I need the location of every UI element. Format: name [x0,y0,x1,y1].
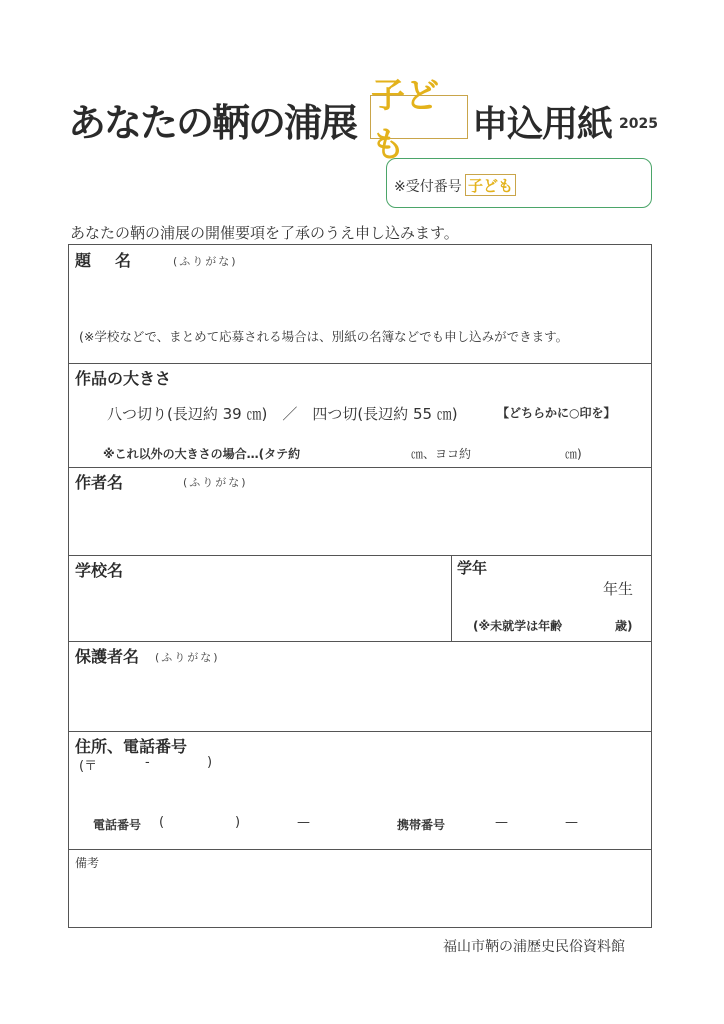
guardian-label: 保護者名 [75,647,140,666]
mobile-label: 携帯番号 [397,818,446,832]
postal-open: (〒 [79,759,98,774]
intro-text: あなたの鞆の浦展の開催要項を了承のうえ申し込みます。 [70,224,459,242]
postal-dash: - [145,755,150,770]
application-form [68,244,652,928]
size-other-cm1: ㎝、ヨコ約 [411,447,472,461]
title-input-area[interactable] [73,271,647,319]
divider [69,641,651,642]
author-furigana: (ふりがな) [183,476,248,489]
size-options[interactable]: 八つ切り(長辺約 39 ㎝) ／ 四つ切(長辺約 55 ㎝) [107,405,458,423]
title-note: (※学校などで、まとめて応募される場合は、別紙の名簿などでも申し込みができます。 [79,329,569,344]
divider [69,731,651,732]
grade-label: 学年 [457,559,488,577]
kodomo-badge: 子ども [370,95,468,139]
reception-number-label: ※受付番号 [394,179,462,195]
remarks-label: 備考 [75,856,100,870]
page-title: あなたの鞆の浦展 [68,101,357,145]
author-input-area[interactable] [73,495,647,551]
divider [451,555,452,641]
phone-close: ) [235,815,241,830]
title-label: 題 名 [75,251,136,270]
grade-note-suffix: 歳) [615,619,633,633]
grade-note-prefix: (※未就学は年齢 [473,619,563,633]
address-input-area[interactable] [73,775,647,811]
school-label: 学校名 [75,561,124,580]
phone-dash: — [297,815,310,830]
mobile-dash-2: — [565,815,578,830]
school-input-area[interactable] [73,581,445,637]
phone-label: 電話番号 [93,818,142,832]
author-label: 作者名 [75,473,124,492]
size-label: 作品の大きさ [75,369,172,388]
divider [69,363,651,364]
grade-suffix: 年生 [603,580,634,598]
size-other-prefix: ※これ以外の大きさの場合…(タテ約 [103,447,301,461]
size-instruction: 【どちらかに○印を】 [497,406,616,420]
divider [69,555,651,556]
title-furigana: (ふりがな) [173,255,238,268]
postal-close: ) [207,755,213,770]
guardian-input-area[interactable] [73,669,647,727]
guardian-furigana: (ふりがな) [155,651,220,664]
footer-organization: 福山市鞆の浦歴史民俗資料館 [443,939,625,955]
form-title: 申込用紙 [472,104,613,145]
phone-open: ( [159,815,165,830]
address-label: 住所、電話番号 [75,737,188,756]
year-label: 2025 [619,116,658,132]
size-other-cm2: ㎝) [565,447,582,461]
divider [69,849,651,850]
remarks-input-area[interactable] [73,871,647,923]
reception-kodomo-badge: 子ども [465,174,516,196]
mobile-dash-1: — [495,815,508,830]
divider [69,467,651,468]
